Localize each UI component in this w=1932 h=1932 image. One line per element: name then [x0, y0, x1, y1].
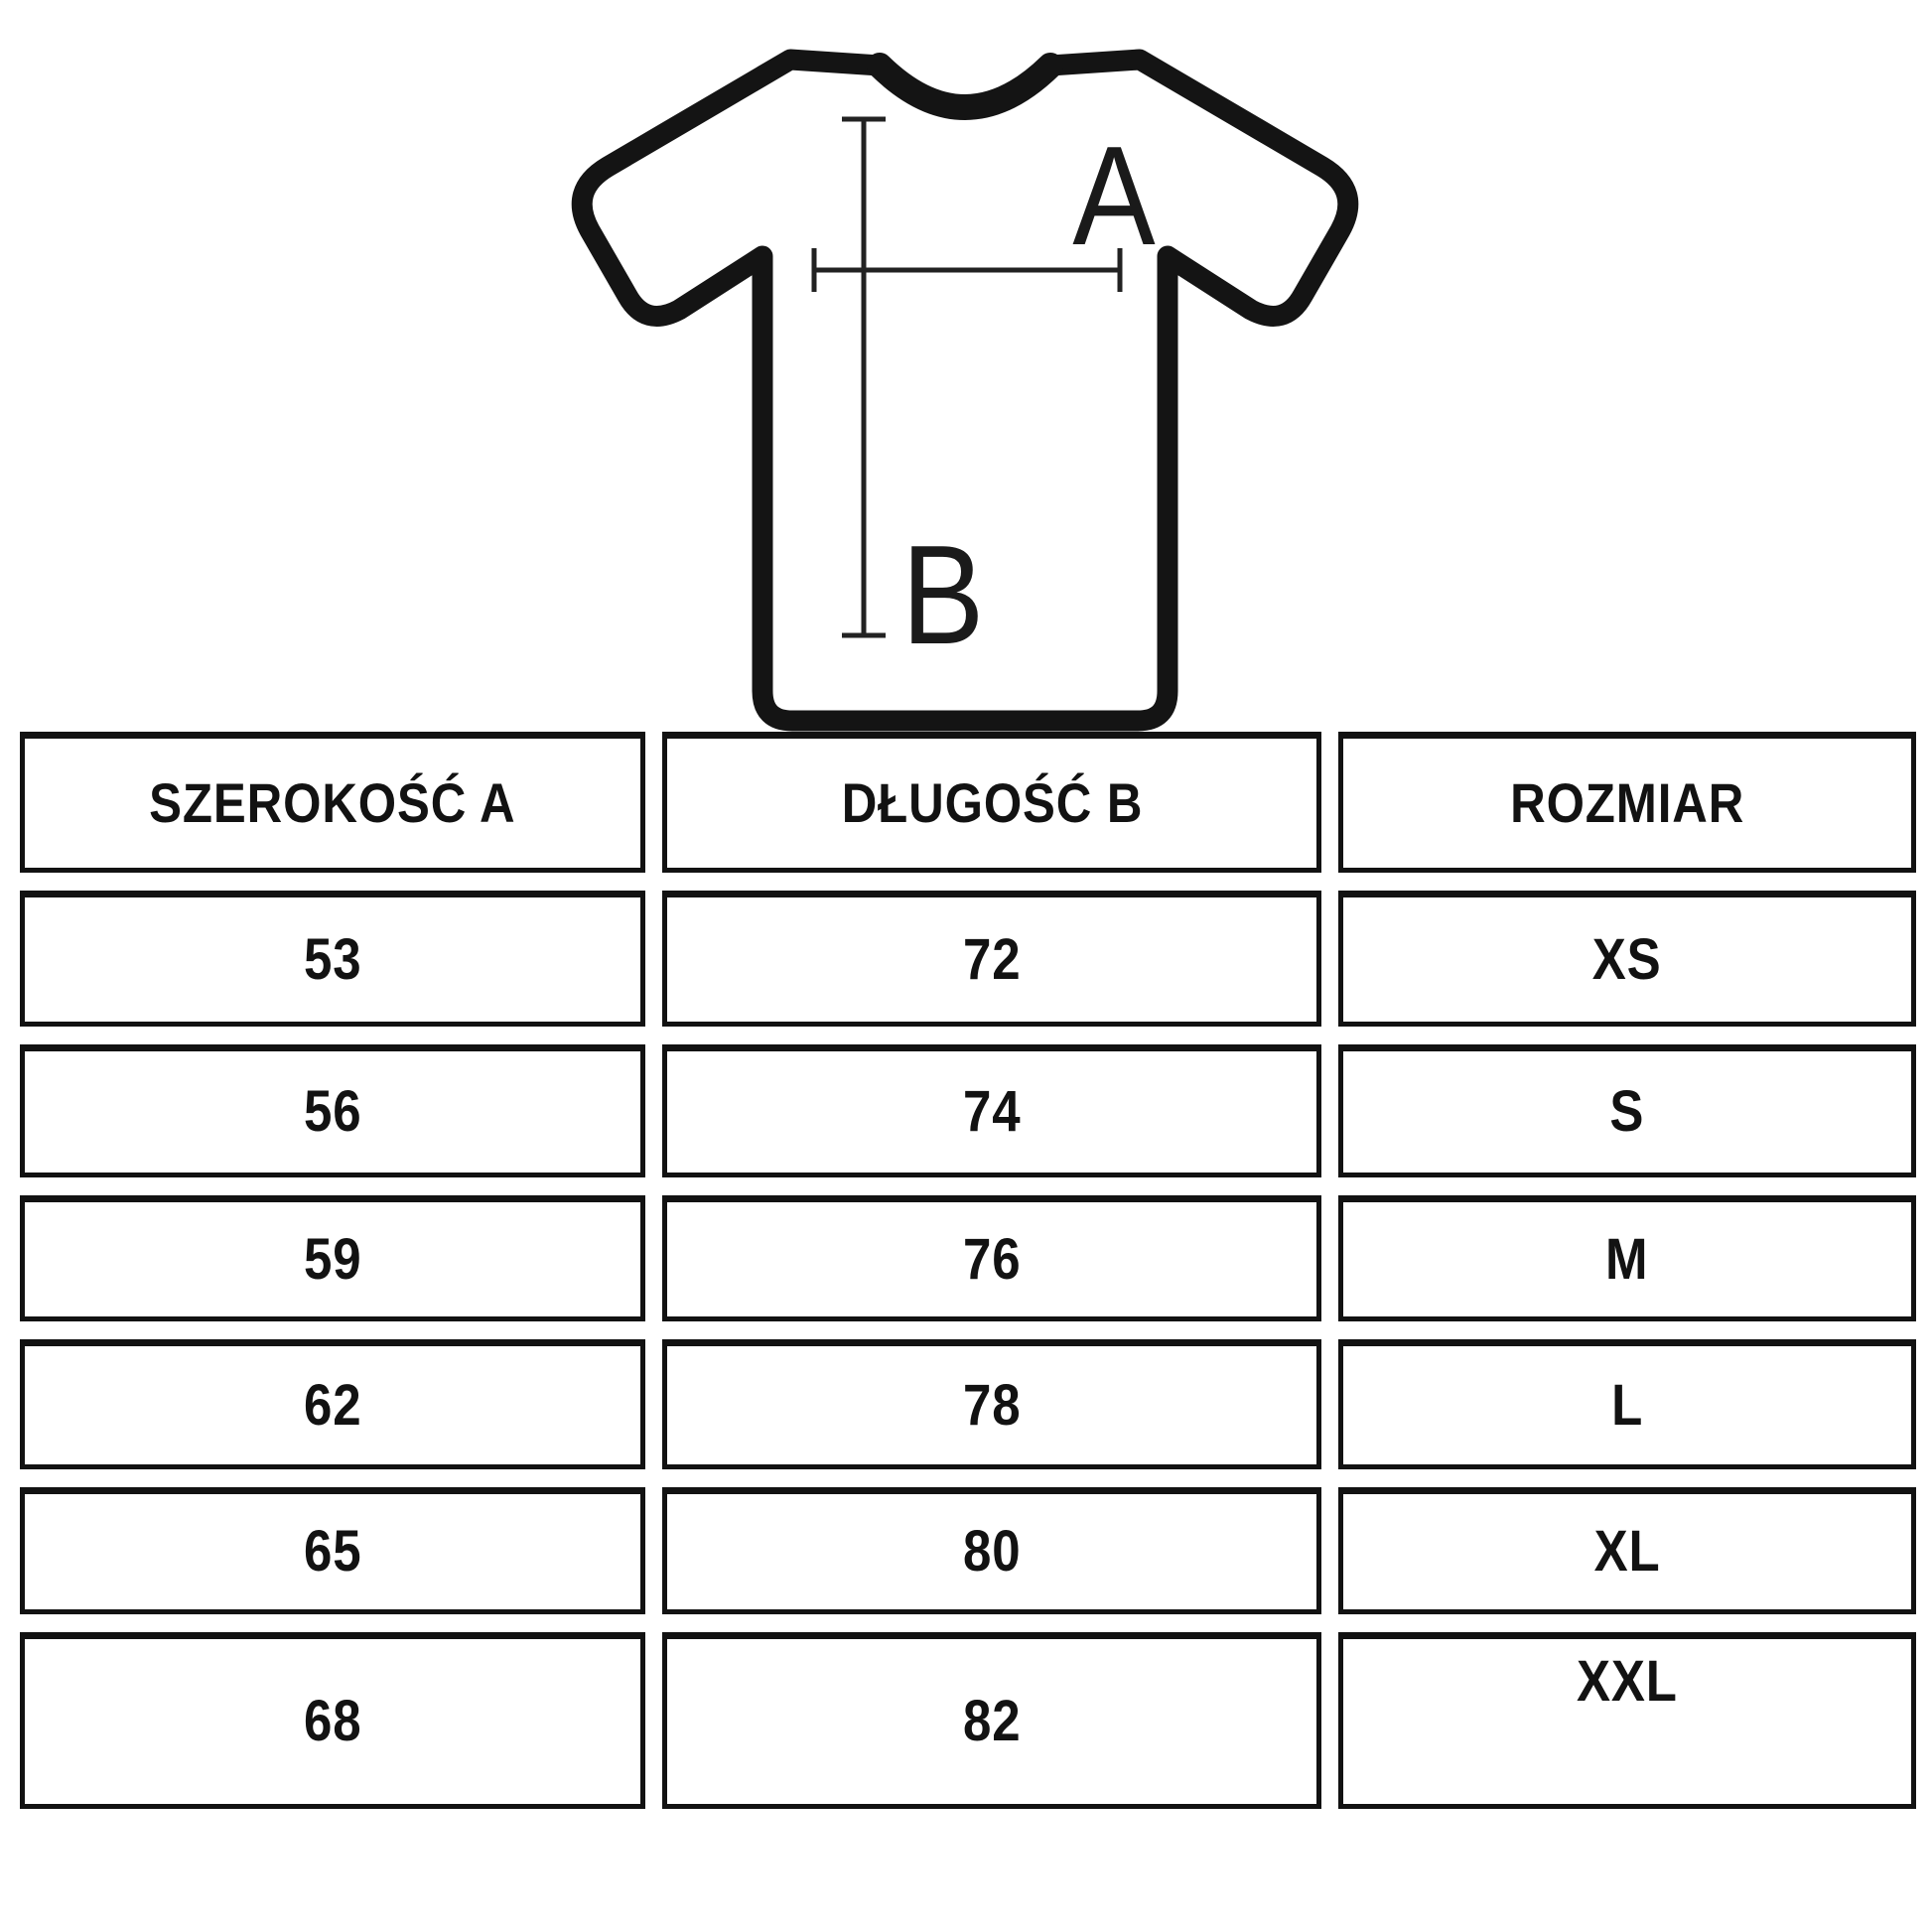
value-size-m: M: [1605, 1226, 1649, 1292]
size-table: [20, 732, 1916, 1809]
cell-width-l: [20, 1339, 645, 1469]
cell-length-xs: [662, 891, 1321, 1027]
label-b: B: [901, 516, 985, 674]
label-a: A: [1072, 117, 1156, 275]
value-size-s: S: [1609, 1079, 1645, 1144]
cell-width-xl: [20, 1487, 645, 1614]
value-width-m: 59: [303, 1226, 362, 1292]
cell-size-xxl: [1338, 1632, 1916, 1809]
value-width-s: 56: [303, 1079, 362, 1144]
header-length-b-label: DŁUGOŚĆ B: [841, 771, 1143, 834]
value-length-m: 76: [962, 1226, 1022, 1292]
cell-length-xxl: [662, 1632, 1321, 1809]
header-width-a: [20, 732, 645, 873]
value-width-xxl: 68: [303, 1689, 362, 1753]
header-width-a-label: SZEROKOŚĆ A: [149, 771, 516, 834]
value-size-xxl: XXL: [1577, 1649, 1678, 1714]
value-length-s: 74: [962, 1079, 1022, 1144]
header-size-label: ROZMIAR: [1509, 771, 1745, 834]
cell-width-s: [20, 1044, 645, 1177]
value-width-l: 62: [303, 1372, 362, 1438]
cell-width-m: [20, 1195, 645, 1321]
value-size-xl: XL: [1593, 1519, 1661, 1584]
value-length-xl: 80: [962, 1519, 1022, 1584]
cell-length-s: [662, 1044, 1321, 1177]
cell-size-s: [1338, 1044, 1916, 1177]
cell-length-m: [662, 1195, 1321, 1321]
collar-icon: [880, 66, 1050, 107]
value-length-l: 78: [962, 1372, 1022, 1438]
cell-width-xs: [20, 891, 645, 1027]
cell-length-l: [662, 1339, 1321, 1469]
cell-size-xl: [1338, 1487, 1916, 1614]
cell-size-m: [1338, 1195, 1916, 1321]
cell-width-xxl: [20, 1632, 645, 1809]
cell-length-xl: [662, 1487, 1321, 1614]
value-width-xs: 53: [303, 926, 362, 992]
value-size-xs: XS: [1592, 926, 1662, 992]
cell-size-l: [1338, 1339, 1916, 1469]
value-length-xs: 72: [962, 926, 1022, 992]
value-length-xxl: 82: [962, 1689, 1022, 1753]
header-length-b: [662, 732, 1321, 873]
header-size: [1338, 732, 1916, 873]
tshirt-diagram: [496, 20, 1440, 755]
value-width-xl: 65: [303, 1519, 362, 1584]
cell-size-xs: [1338, 891, 1916, 1027]
value-size-l: L: [1610, 1372, 1644, 1438]
